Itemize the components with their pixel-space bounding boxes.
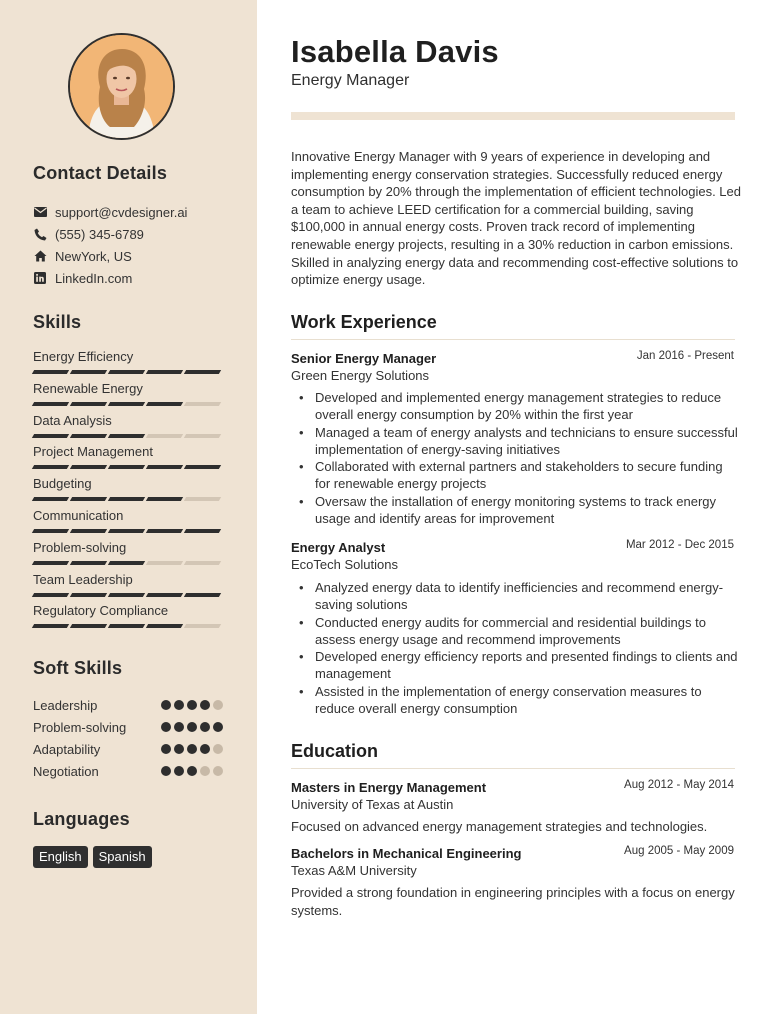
skill-label: Team Leadership: [33, 571, 133, 587]
rating-dot: [213, 700, 223, 710]
education-heading: Education: [291, 741, 379, 761]
rating-dot: [213, 766, 223, 776]
rating-dot: [200, 744, 210, 754]
work-divider: [291, 339, 735, 340]
rating-dot: [213, 722, 223, 732]
soft-skill-label: Problem-solving: [33, 719, 127, 735]
skill-row: [33, 413, 223, 438]
skill-level-bar: [33, 402, 223, 406]
skill-level-segment: [70, 561, 107, 565]
soft-skill-row: [33, 740, 223, 758]
rating-dot: [161, 766, 171, 776]
skill-level-bar: [33, 370, 223, 374]
skill-level-segment: [184, 402, 221, 406]
job-bullets: [315, 579, 739, 717]
rating-dot: [187, 744, 197, 754]
skill-level-segment: [146, 624, 183, 628]
skill-level-segment: [32, 593, 69, 597]
school-name: University of Texas at Austin: [291, 797, 454, 812]
skill-label: Project Management: [33, 444, 153, 460]
job-bullets: [315, 389, 739, 527]
candidate-name: Isabella Davis: [291, 34, 499, 69]
rating-dot: [161, 700, 171, 710]
sidebar: [0, 0, 257, 1014]
linkedin-icon: [33, 271, 47, 285]
soft-skill-row: [33, 696, 223, 714]
soft-skill-label: Adaptability: [33, 741, 101, 757]
skill-level-segment: [108, 434, 145, 438]
skill-level-bar: [33, 529, 223, 533]
rating-dot: [174, 766, 184, 776]
rating-dot: [174, 744, 184, 754]
skill-level-bar: [33, 561, 223, 565]
soft-skill-row: [33, 718, 223, 736]
skill-level-segment: [70, 465, 107, 469]
soft-skills-heading: Soft Skills: [33, 658, 123, 678]
skill-level-bar: [33, 593, 223, 597]
skill-level-segment: [32, 624, 69, 628]
skill-label: Data Analysis: [33, 412, 112, 428]
skill-level-segment: [108, 529, 145, 533]
bullet-item: • Managed a team of energy analysts and technicians to ensure successful implementation of energy-saving initiatives: [315, 424, 739, 459]
skill-level-segment: [184, 624, 221, 628]
skill-level-segment: [108, 497, 145, 501]
job-company: Green Energy Solutions: [291, 368, 430, 383]
bullet-item: • Developed and implemented energy management strategies to reduce overall energy consumption by 20% within the first year: [315, 389, 739, 424]
skill-level-bar: [33, 434, 223, 438]
phone-icon: [33, 227, 47, 241]
soft-skill-rating: [161, 744, 223, 754]
bullet-item: • Assisted in the implementation of energy conservation measures to reduce overall energy consumption: [315, 683, 739, 718]
skill-level-segment: [32, 497, 69, 501]
skills-heading: Skills: [33, 312, 82, 332]
main-content: [257, 0, 768, 1014]
contact-location-text: NewYork, US: [55, 248, 132, 264]
skill-label: Energy Efficiency: [33, 349, 134, 364]
degree-description: Provided a strong foundation in engineering principles with a focus on energy systems.: [291, 885, 735, 918]
skill-level-segment: [184, 434, 221, 438]
skill-level-segment: [146, 434, 183, 438]
skill-level-segment: [70, 624, 107, 628]
skill-level-segment: [146, 593, 183, 597]
skill-level-segment: [32, 465, 69, 469]
job-title: Energy Analyst: [291, 540, 386, 555]
job-title: Senior Energy Manager: [291, 351, 437, 366]
degree-description: Focused on advanced energy management strategies and technologies.: [291, 819, 708, 834]
soft-skill-row: [33, 762, 223, 780]
contact-heading: Contact Details: [33, 163, 168, 183]
degree-date: Aug 2012 - May 2014: [624, 779, 734, 791]
contact-linkedin-text: LinkedIn.com: [55, 270, 133, 286]
skill-level-segment: [146, 465, 183, 469]
degree-title: Bachelors in Mechanical Engineering: [291, 846, 522, 861]
languages-list: [33, 846, 152, 868]
soft-skill-rating: [161, 766, 223, 776]
bullet-item: • Oversaw the installation of energy monitoring systems to track energy usage and identify areas for improvement: [315, 493, 739, 528]
contact-email-text: support@cvdesigner.ai: [55, 204, 188, 220]
language-tag: English: [33, 846, 88, 868]
skill-level-segment: [146, 402, 183, 406]
education-divider: [291, 768, 735, 769]
skill-level-segment: [70, 497, 107, 501]
skill-level-segment: [108, 370, 145, 374]
skill-level-segment: [108, 624, 145, 628]
bullet-item: • Analyzed energy data to identify inefficiencies and recommend energy-saving solutions: [315, 579, 739, 614]
skill-level-segment: [70, 434, 107, 438]
rating-dot: [187, 766, 197, 776]
skill-label: Problem-solving: [33, 539, 127, 555]
contact-location: [33, 247, 132, 265]
skill-level-segment: [108, 465, 145, 469]
degree-title: Masters in Energy Management: [291, 780, 487, 795]
skill-level-segment: [32, 402, 69, 406]
rating-dot: [174, 700, 184, 710]
rating-dot: [174, 722, 184, 732]
contact-phone[interactable]: [33, 225, 144, 243]
skill-row: [33, 444, 223, 469]
job-company: EcoTech Solutions: [291, 557, 398, 572]
languages-heading: Languages: [33, 809, 130, 829]
soft-skill-label: Leadership: [33, 697, 98, 713]
skill-level-segment: [70, 593, 107, 597]
skill-level-segment: [32, 561, 69, 565]
skill-level-segment: [146, 529, 183, 533]
skill-row: [33, 540, 223, 565]
skill-row: [33, 381, 223, 406]
bullet-item: • Collaborated with external partners and stakeholders to secure funding for renewable energy projects: [315, 458, 739, 493]
skill-level-segment: [70, 529, 107, 533]
skill-level-segment: [146, 561, 183, 565]
soft-skill-rating: [161, 700, 223, 710]
rating-dot: [213, 744, 223, 754]
skill-level-segment: [108, 402, 145, 406]
skill-label: Communication: [33, 508, 124, 523]
skill-level-bar: [33, 497, 223, 501]
envelope-icon: [33, 205, 47, 219]
contact-email[interactable]: [33, 203, 187, 221]
header-divider: [291, 112, 735, 120]
skill-row: [33, 508, 223, 533]
skill-level-segment: [70, 370, 107, 374]
skill-level-segment: [146, 370, 183, 374]
skill-row: [33, 349, 223, 374]
job-date: Mar 2012 - Dec 2015: [625, 539, 734, 551]
rating-dot: [200, 700, 210, 710]
soft-skill-rating: [161, 722, 223, 732]
skill-level-segment: [108, 561, 145, 565]
rating-dot: [200, 722, 210, 732]
skill-level-segment: [184, 561, 221, 565]
contact-phone-text: (555) 345-6789: [55, 226, 144, 242]
skill-level-segment: [108, 593, 145, 597]
school-name: Texas A&M University: [291, 863, 417, 878]
skill-label: Budgeting: [33, 476, 92, 492]
language-tag: Spanish: [93, 846, 152, 868]
summary-text: Innovative Energy Manager with 9 years of experience in developing and implementing energy conservation strategies. Successfully reduced energy consumption by 20% through the implementation of efficient technologies. Led a team to achieve LEED certification for a commercial building, saving $100,000 in annual energy costs. Proven track record of implementing renewable energy projects, resulting in a 30% reduction in carbon emissions. Skilled in analyzing energy data and recommending cost-effective solutions to optimize energy usage.: [291, 149, 741, 288]
skill-row: [33, 572, 223, 597]
profile-photo: [68, 33, 175, 140]
skill-level-bar: [33, 624, 223, 628]
skill-level-bar: [33, 465, 223, 469]
skill-level-segment: [32, 434, 69, 438]
rating-dot: [187, 700, 197, 710]
skill-level-segment: [184, 593, 221, 597]
job-date: Jan 2016 - Present: [636, 350, 734, 362]
soft-skill-label: Negotiation: [33, 763, 99, 779]
rating-dot: [161, 744, 171, 754]
skill-level-segment: [184, 529, 221, 533]
skill-level-segment: [184, 465, 221, 469]
rating-dot: [161, 722, 171, 732]
rating-dot: [200, 766, 210, 776]
skill-level-segment: [32, 370, 69, 374]
home-icon: [33, 249, 47, 263]
skill-row: [33, 603, 223, 628]
skill-level-segment: [146, 497, 183, 501]
skill-level-segment: [32, 529, 69, 533]
degree-date: Aug 2005 - May 2009: [624, 845, 734, 857]
contact-linkedin[interactable]: [33, 269, 132, 287]
rating-dot: [187, 722, 197, 732]
skill-level-segment: [184, 370, 221, 374]
skill-label: Renewable Energy: [33, 380, 143, 396]
work-heading: Work Experience: [291, 312, 437, 332]
skill-level-segment: [70, 402, 107, 406]
bullet-item: • Developed energy efficiency reports and presented findings to clients and management: [315, 648, 739, 683]
bullet-item: • Conducted energy audits for commercial and residential buildings to assess energy usage and recommend improvements: [315, 614, 739, 649]
skill-level-segment: [184, 497, 221, 501]
skill-row: [33, 476, 223, 501]
skill-label: Regulatory Compliance: [33, 603, 169, 619]
candidate-role: Energy Manager: [291, 72, 410, 89]
